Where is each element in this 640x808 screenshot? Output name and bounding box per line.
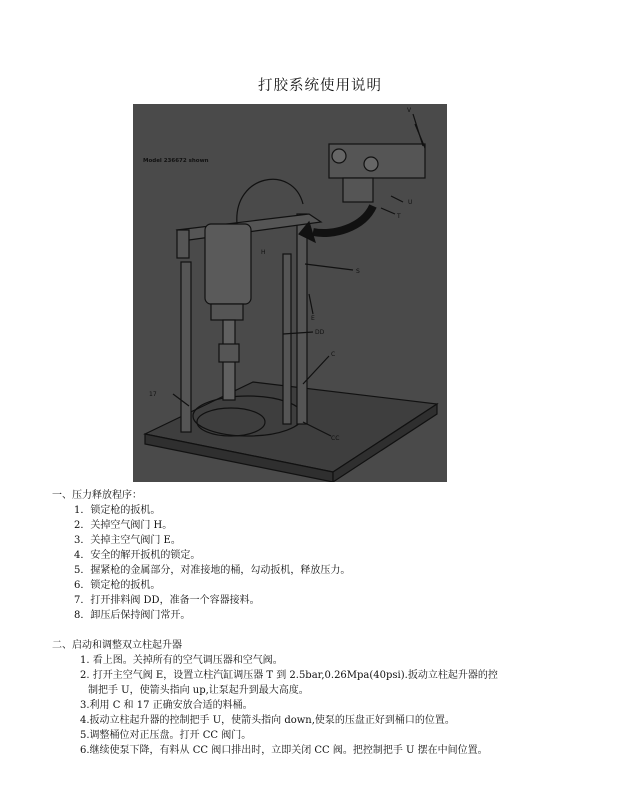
section1-step: 5．握紧枪的金属部分，对准接地的桶，勾动扳机，释放压力。 <box>74 565 351 576</box>
section2-step: 4.扳动立柱起升器的控制把手 U，使箭头指向 down,使泵的压盘正好到桶口的位置。 <box>80 715 455 726</box>
section1-step: 6．锁定枪的扳机。 <box>74 580 161 591</box>
diagram-svg <box>133 104 447 482</box>
callout-cc: CC <box>331 435 340 442</box>
callout-s: S <box>356 268 360 275</box>
section1-step: 8．卸压后保持阀门常开。 <box>74 610 191 621</box>
section1-step: 2．关掉空气阀门 H。 <box>74 520 173 531</box>
section2-step: 1. 看上图。关掉所有的空气调压器和空气阀。 <box>80 655 283 666</box>
callout-h: H <box>261 249 266 256</box>
section1-step: 4．安全的解开扳机的锁定。 <box>74 550 201 561</box>
callout-17: 17 <box>149 391 157 398</box>
callout-u: U <box>408 199 413 206</box>
callout-dd: DD <box>315 329 325 336</box>
section2-step: 制把手 U，使箭头指向 up,让泵起升到最大高度。 <box>88 685 309 696</box>
section2-step: 3.利用 C 和 17 正确安放合适的料桶。 <box>80 700 253 711</box>
section2-step: 6.继续使泵下降，有料从 CC 阀口排出时，立即关闭 CC 阀。把控制把手 U 摆在中间位置。 <box>80 745 488 756</box>
callout-v: V <box>407 107 412 114</box>
callout-c: C <box>331 351 336 358</box>
section1-step: 3．关掉主空气阀门 E。 <box>74 535 181 546</box>
equipment-diagram <box>133 104 447 482</box>
callout-e: E <box>311 315 315 322</box>
section2-heading: 二、启动和调整双立柱起升器 <box>52 640 182 651</box>
section1-step: 1．锁定枪的扳机。 <box>74 505 161 516</box>
section2-step: 2. 打开主空气阀 E，设置立柱汽缸调压器 T 到 2.5bar,0.26Mpa(40psi).扳动立柱起升器的控 <box>80 670 498 681</box>
section2-step: 5.调整桶位对正压盘。打开 CC 阀门。 <box>80 730 252 741</box>
callout-t: T <box>397 213 401 220</box>
section1-heading: 一、压力释放程序： <box>52 490 142 501</box>
page-title: 打胶系统使用说明 <box>258 78 382 94</box>
section1-step: 7．打开排料阀 DD，准备一个容器接料。 <box>74 595 260 606</box>
model-label: Model 236672 shown <box>143 158 209 164</box>
